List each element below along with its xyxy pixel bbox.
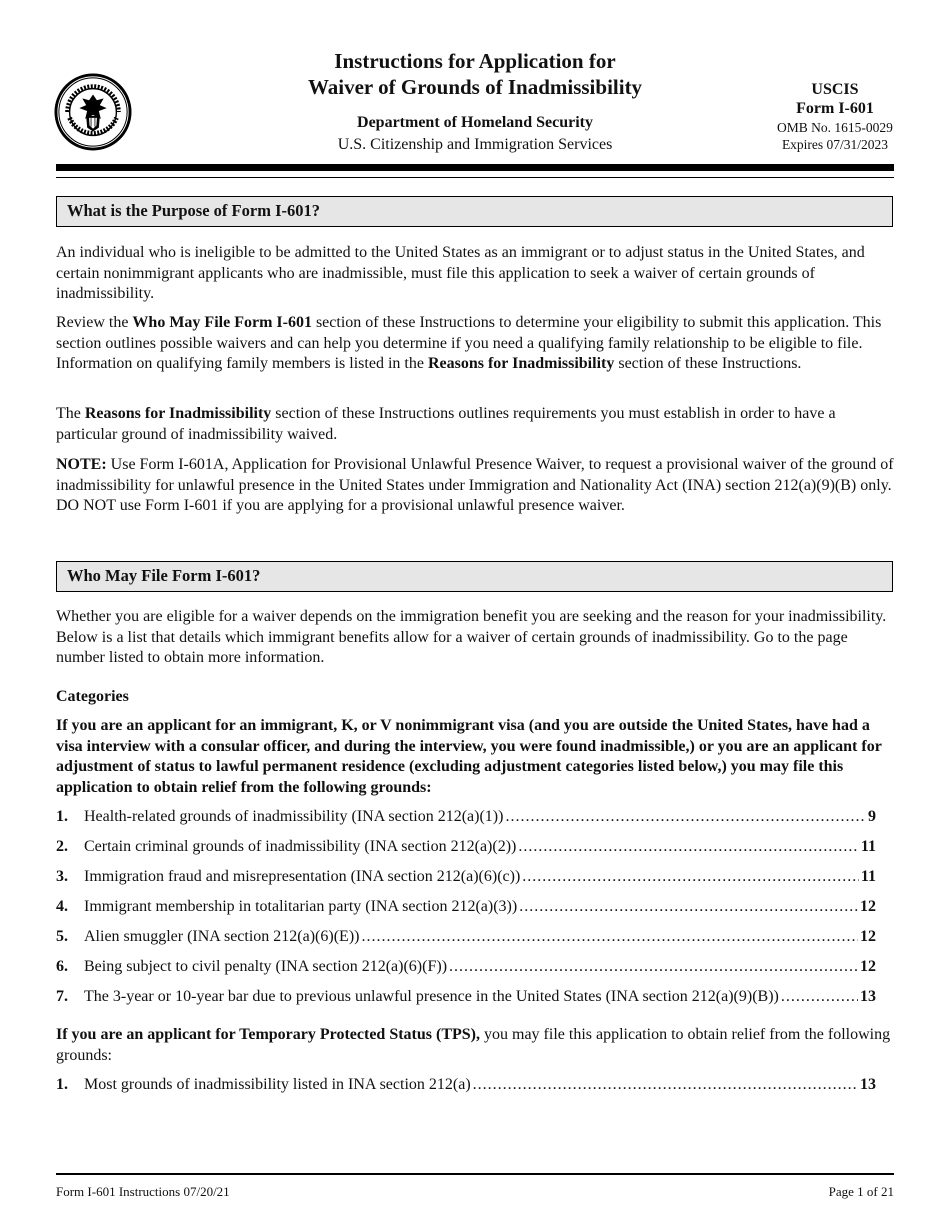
list-item (56, 867, 876, 887)
list-item-number: 3. (56, 868, 68, 885)
list-item-number: 1. (56, 808, 68, 825)
reasons-for-inadmissibility-reference: Reasons for Inadmissibility (84, 405, 272, 422)
toc-entry (84, 837, 876, 857)
footer-page-number: Page 1 of 21 (828, 1184, 894, 1199)
text-run: The (56, 405, 85, 422)
text-run: Review the (56, 314, 133, 331)
toc-entry (84, 897, 876, 917)
list-item-page-number: 9 (868, 808, 876, 825)
list-item (56, 897, 876, 917)
toc-entry (84, 1075, 876, 1095)
list-item-text: Most grounds of inadmissibility listed in INA section 212(a) (84, 1076, 471, 1093)
toc-entry (84, 807, 876, 827)
list-item (56, 1075, 876, 1095)
dot-leader (519, 897, 858, 917)
toc-entry (84, 867, 876, 887)
list-item-number: 5. (56, 928, 68, 945)
list-item (56, 957, 876, 977)
list-item-page-number: 11 (860, 838, 876, 855)
immigrant-applicant-intro: If you are an applicant for an immigrant, K, or V nonimmigrant visa (and you are outside the United States, have had a visa interview with a consular officer, and during the interview, you were found inadmissible,) or you are an applicant for adjustment of status to lawful permanent residence (excluding adjustment categories listed below,) you may file this application to obtain relief from the following grounds: (56, 717, 882, 796)
tps-applicant-intro (56, 1025, 898, 1066)
who-may-file-paragraph: Whether you are eligible for a waiver depends on the immigration benefit you are seeking and the reason for your inadmissibility. Below is a list that details which immigrant benefits allow for a waiver of certain grounds of inadmissibility. Go to the page number listed to obtain more information. (56, 608, 887, 666)
list-item-page-number: 11 (860, 868, 876, 885)
list-item-page-number: 13 (860, 1076, 876, 1093)
note-text: Use Form I-601A, Application for Provisional Unlawful Presence Waiver, to request a provisional waiver of the ground of inadmissibility for unlawful presence in the United States under Immigration and Nationality Act (INA) section 212(a)(9)(B) only. DO NOT use Form I-601 if you are applying for a provisional unlawful presence waiver. (56, 456, 894, 514)
who-may-file-reference: Who May File Form I-601 (132, 314, 312, 331)
dot-leader (473, 1075, 858, 1095)
dot-leader (505, 807, 866, 827)
list-item-page-number: 12 (860, 928, 876, 945)
tps-intro-text: you may file this application to obtain relief from the following grounds: (56, 1026, 891, 1064)
text-run: section of these Instructions. (614, 355, 802, 372)
purpose-paragraph-1: An individual who is ineligible to be admitted to the United States as an immigrant or to adjust status in the United States, and certain nonimmigrant applicants who are inadmissible, must file this application to seek a waiver of certain grounds of inadmissibility. (56, 244, 865, 302)
list-item-page-number: 12 (860, 898, 876, 915)
dot-leader (522, 867, 859, 887)
list-item-page-number: 13 (860, 988, 876, 1005)
tps-intro-bold: If you are an applicant for Temporary Protected Status (TPS), (56, 1026, 480, 1043)
text-run: section of these Instructions to determine your eligibility to submit this application. This section outlines possible waivers and can help you determine if you need a qualifying family relationship to be eligible to file. Information on qualifying family members is listed in the (56, 314, 882, 372)
categories-label: Categories (56, 688, 129, 705)
document-title-line-1: Instructions for Application for (334, 49, 616, 73)
agency-abbreviation: USCIS (811, 81, 859, 98)
toc-entry (84, 957, 876, 977)
form-number: Form I-601 (796, 100, 874, 117)
list-item-text: The 3-year or 10-year bar due to previous unlawful presence in the United States (INA section 212(a)(9)(B)) (84, 988, 779, 1005)
header-divider-thin (56, 177, 894, 178)
section-heading-purpose: What is the Purpose of Form I-601? (56, 196, 893, 227)
dhs-seal-icon (54, 73, 132, 151)
list-item-text: Being subject to civil penalty (INA section 212(a)(6)(F)) (84, 958, 448, 975)
title-block (275, 48, 675, 155)
department-name: Department of Homeland Security (357, 114, 593, 131)
purpose-paragraph-2 (56, 313, 898, 375)
dot-leader (361, 927, 858, 947)
list-item-text: Health-related grounds of inadmissibility (INA section 212(a)(1)) (84, 808, 504, 825)
dot-leader (449, 957, 858, 977)
list-item-text: Alien smuggler (INA section 212(a)(6)(E)) (84, 928, 360, 945)
list-item (56, 987, 876, 1007)
dot-leader (781, 987, 858, 1007)
list-item-number: 2. (56, 838, 68, 855)
list-item-text: Certain criminal grounds of inadmissibility (INA section 212(a)(2)) (84, 838, 517, 855)
document-title-line-2: Waiver of Grounds of Inadmissibility (307, 75, 643, 99)
list-item-text: Immigration fraud and misrepresentation (INA section 212(a)(6)(c)) (84, 868, 521, 885)
list-item-number: 7. (56, 988, 68, 1005)
section-heading-who-may-file: Who May File Form I-601? (56, 561, 893, 592)
purpose-paragraph-3 (56, 404, 898, 445)
purpose-note (56, 455, 898, 517)
header-divider-thick (56, 164, 894, 171)
toc-entry (84, 927, 876, 947)
footer-form-edition: Form I-601 Instructions 07/20/21 (56, 1184, 230, 1199)
agency-name: U.S. Citizenship and Immigration Services (337, 136, 613, 153)
form-identifier-block (760, 80, 910, 153)
dot-leader (518, 837, 859, 857)
list-item (56, 927, 876, 947)
text-run: section of these Instructions outlines requirements you must establish in order to have a particular ground of inadmissibility waived. (56, 405, 836, 443)
footer-divider (56, 1173, 894, 1175)
list-item (56, 837, 876, 857)
list-item-page-number: 12 (860, 958, 876, 975)
expiration-date: Expires 07/31/2023 (781, 137, 889, 152)
reasons-for-inadmissibility-reference: Reasons for Inadmissibility (427, 355, 615, 372)
toc-entry (84, 987, 876, 1007)
note-label: NOTE: (56, 456, 107, 473)
list-item-text: Immigrant membership in totalitarian party (INA section 212(a)(3)) (84, 898, 518, 915)
list-item-number: 4. (56, 898, 68, 915)
list-item (56, 807, 876, 827)
list-item-number: 6. (56, 958, 68, 975)
list-item-number: 1. (56, 1076, 68, 1093)
omb-number: OMB No. 1615-0029 (777, 120, 893, 135)
